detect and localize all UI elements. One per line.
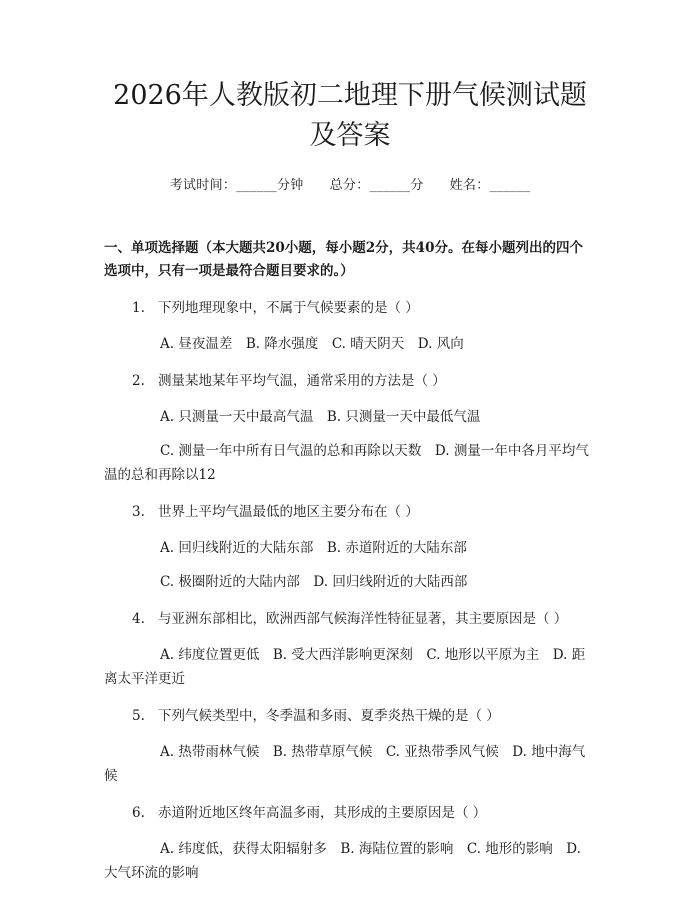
- question-number: 2.: [132, 373, 145, 389]
- question-stem: [104, 705, 596, 727]
- question-options: A. 纬度位置更低 B. 受大西洋影响更深刻 C. 地形以平原为主 D. 距离太平洋更近: [104, 647, 586, 687]
- question-text: 与亚洲东部相比，欧洲西部气候海洋性特征显著，其主要原因是（ ）: [158, 611, 568, 627]
- question-options: C. 测量一年中所有日气温的总和再除以天数 D. 测量一年中各月平均气温的总和再除以12: [104, 443, 589, 483]
- document-title: 2026年人教版初二地理下册气候测试题及答案: [113, 80, 587, 151]
- question-options: A. 回归线附近的大陆东部 B. 赤道附近的大陆东部: [160, 540, 467, 556]
- question-options: A. 昼夜温差 B. 降水强度 C. 晴天阴天 D. 风向: [160, 336, 464, 352]
- question-stem: [104, 501, 596, 523]
- exam-info-line: [104, 174, 596, 193]
- question-options: A. 纬度低，获得太阳辐射多 B. 海陆位置的影响 C. 地形的影响 D. 大气环流的影响: [104, 841, 581, 881]
- question-number: 1.: [132, 300, 145, 316]
- question-number: 6.: [132, 805, 145, 821]
- question-stem: [104, 370, 596, 392]
- question-options: A. 热带雨林气候 B. 热带草原气候 C. 亚热带季风气候 D. 地中海气候: [104, 744, 586, 784]
- question-item: [104, 802, 596, 885]
- question-item: [104, 297, 596, 356]
- exam-name-field: 姓名：______: [449, 178, 531, 193]
- question-text: 世界上平均气温最低的地区主要分布在（ ）: [158, 504, 419, 520]
- section-heading: 一、单项选择题（本大题共20小题，每小题2分，共40分。在每小题列出的四个选项中，只有一项是最符合题目要求的。）: [104, 240, 583, 279]
- question-number: 4.: [132, 611, 145, 627]
- question-item: [104, 705, 596, 788]
- question-text: 下列地理现象中，不属于气候要素的是（ ）: [158, 300, 419, 316]
- question-stem: [104, 608, 596, 630]
- question-text: 下列气候类型中，冬季温和多雨、夏季炎热干燥的是（ ）: [158, 708, 500, 724]
- question-options: A. 只测量一天中最高气温 B. 只测量一天中最低气温: [160, 409, 481, 425]
- question-options: C. 极圈附近的大陆内部 D. 回归线附近的大陆西部: [160, 574, 468, 590]
- question-stem: [104, 802, 596, 824]
- question-item: [104, 608, 596, 691]
- question-item: [104, 501, 596, 594]
- question-text: 测量某地某年平均气温，通常采用的方法是（ ）: [158, 373, 446, 389]
- question-text: 赤道附近地区终年高温多雨，其形成的主要原因是（ ）: [158, 805, 487, 821]
- exam-score-field: 总分：______分: [329, 178, 424, 193]
- question-stem: [104, 297, 596, 319]
- question-number: 5.: [132, 708, 145, 724]
- exam-time-field: 考试时间：______分钟: [169, 178, 304, 193]
- question-number: 3.: [132, 504, 145, 520]
- question-item: [104, 370, 596, 487]
